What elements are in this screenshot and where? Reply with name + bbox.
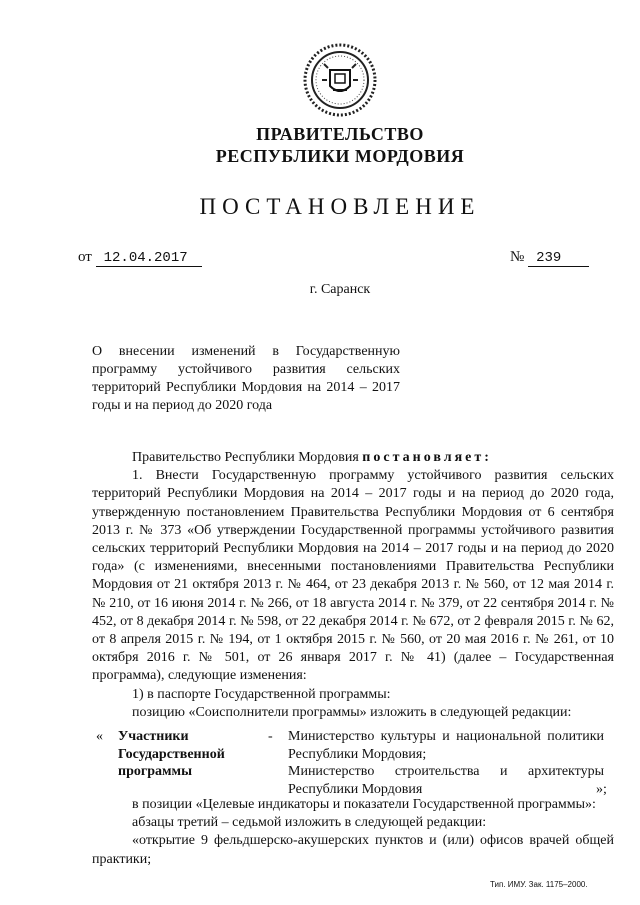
participants-label: Участники Государственной программы — [118, 729, 225, 779]
document-number: 239 — [528, 250, 589, 267]
participant-1: Министерство культуры и национальной политики Республики Мордовия; — [288, 729, 604, 762]
paragraph-4: в позиции «Целевые индикаторы и показатели Государственной программы»: — [132, 797, 596, 812]
participant-2: Министерство строительства и архитектуры Республики Мордовия — [288, 764, 604, 797]
number-prefix: № — [510, 249, 525, 265]
participants-value — [288, 728, 604, 798]
body-text — [92, 449, 614, 722]
coat-of-arms-emblem — [302, 42, 378, 118]
paragraph-1: 1. Внести Государственную программу устойчивого развития сельских территорий Республики Мордовия на 2014 – 2017 годы и на период до 2020 года, утвержденную постановлением Правительства Республики Мордовия от 6 сентября 2013 г. № 373 «Об утверждении Государственной программы устойчивого развития сельских территорий Республики Мордовия на 2014 – 2017 годы и на период до 2020 года» (с изменениями, внесенными постановлениями Правительства Республики Мордовия от 21 октября 2013 г. № 464, от 23 декабря 2013 г. № 560, от 12 мая 2014 г. № 210, от 16 июня 2014 г. № 266, от 18 августа 2014 г. № 379, от 22 сентября 2014 г. № 452, от 8 декабря 2014 г. № 598, от 22 декабря 2014 г. № 672, от 2 февраля 2015 г. № 62, от 8 апреля 2015 г. № 194, от 1 октября 2015 г. № 560, от 20 мая 2016 г. № 261, от 10 октября 2016 г. № 501, от 26 января 2017 г. № 41) (далее – Государственная программа), следующие изменения: — [92, 468, 614, 684]
paragraph-3: позицию «Соисполнители программы» изложить в следующей редакции: — [132, 704, 572, 720]
paragraph-2: 1) в паспорте Государственной программы: — [132, 686, 391, 702]
republic-title: РЕСПУБЛИКИ МОРДОВИЯ — [215, 146, 465, 166]
document-date: 12.04.2017 — [96, 250, 202, 267]
paragraph-6: «открытие 9 фельдшерско-акушерских пунктов и (или) офисов врачей общей практики; — [92, 833, 614, 867]
print-footer: Тип. ИМУ. Зак. 1175–2000. — [490, 880, 588, 889]
intro-verb: постановляет: — [362, 450, 492, 465]
continuation-text — [92, 796, 614, 869]
paragraph-5: абзацы третий – седьмой изложить в следующей редакции: — [132, 815, 487, 831]
document-type: ПОСТАНОВЛЕНИЕ — [199, 194, 481, 219]
table-dash: - — [268, 729, 273, 744]
intro-paragraph — [92, 449, 614, 467]
number-line — [510, 249, 589, 267]
date-prefix: от — [78, 249, 92, 265]
document-subject: О внесении изменений в Государственную программу устойчивого развития сельских территорий Республики Мордовия на 2014 – 2017 годы и на период до 2020 года — [92, 344, 400, 413]
intro-text: Правительство Республики Мордовия — [132, 450, 359, 465]
government-title: ПРАВИТЕЛЬСТВО — [256, 124, 424, 144]
date-line — [78, 249, 202, 267]
close-quote: »; — [596, 782, 607, 797]
city: г. Саранск — [309, 282, 371, 297]
open-quote: « — [96, 729, 103, 744]
